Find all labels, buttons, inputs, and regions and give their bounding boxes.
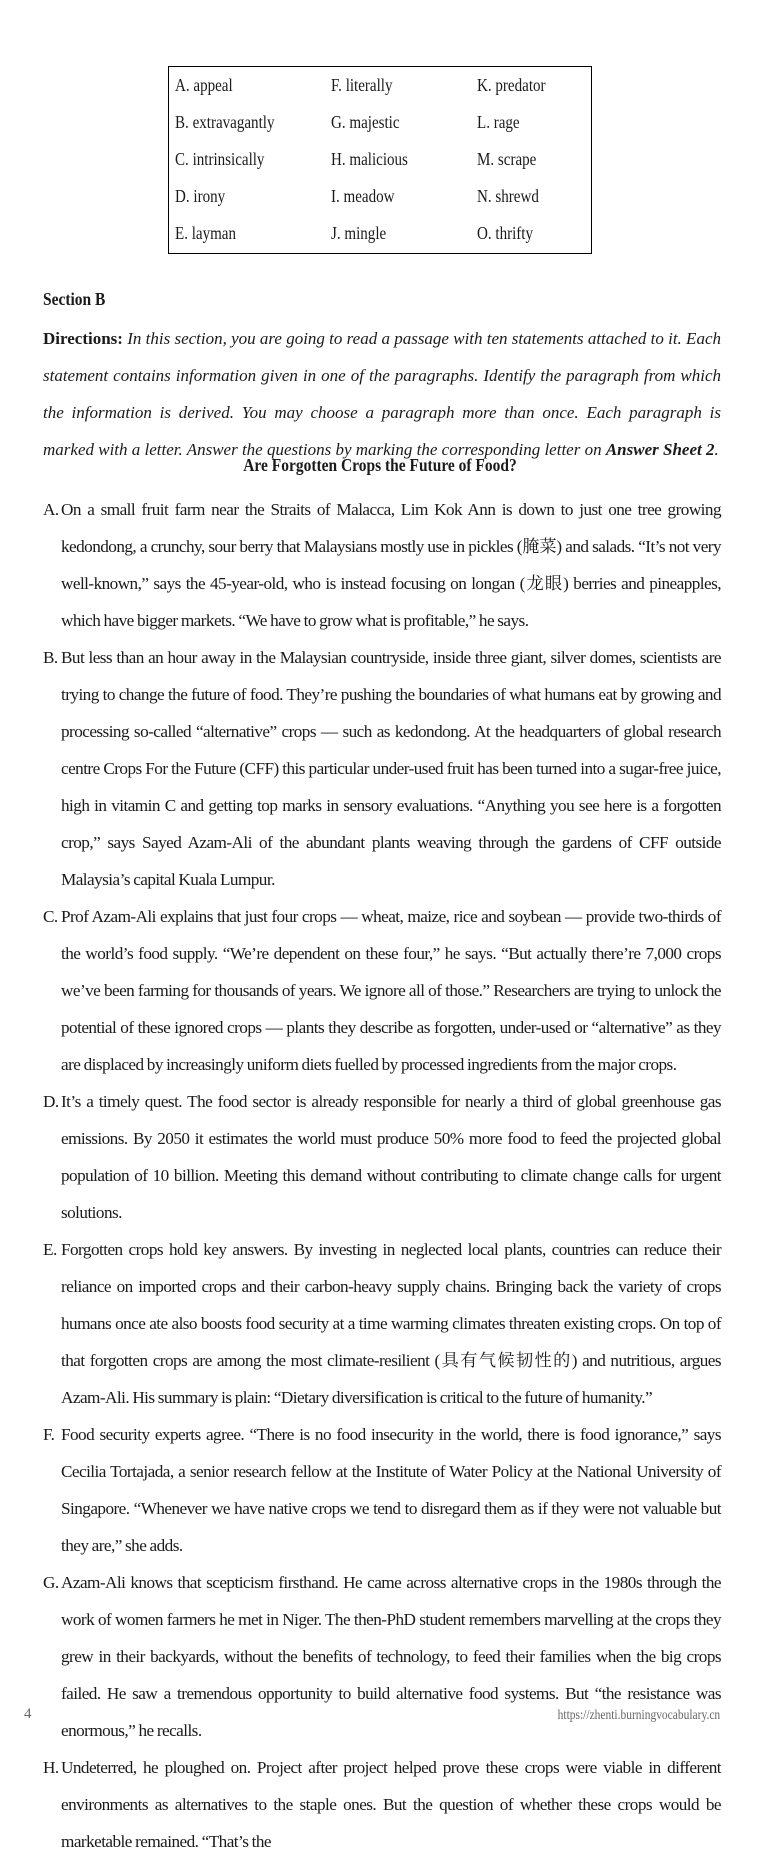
paragraph-b: [43, 639, 721, 898]
paragraph-text: On a small fruit farm near the Straits of Malacca, Lim Kok Ann is down to just one tree growing kedondong, a crunchy, sour berry that Malaysians mostly use in pickles (腌菜) and salads. “It’s not very well-known,” says the 45-year-old, who is instead focusing on longan (龙眼) berries and pineapples, which have bigger markets. “We have to grow what is profitable,” he says.: [61, 500, 721, 630]
word-option: J. mingle: [331, 223, 387, 243]
word-option: C. intrinsically: [175, 149, 265, 169]
paragraph-letter: G.: [43, 1573, 59, 1592]
passage-title: [0, 455, 760, 476]
paragraph-text: Food security experts agree. “There is no food insecurity in the world, there is food ignorance,” says Cecilia Tortajada, a senior research fellow at the Institute of Water Policy at the National University of Singapore. “Whenever we have native crops we tend to disregard them as if they were not valuable but they are,” she adds.: [61, 1425, 721, 1555]
paragraph-letter: C.: [43, 907, 58, 926]
paragraph-letter: B.: [43, 648, 58, 667]
paragraph-text: Azam-Ali knows that scepticism firsthand. He came across alternative crops in the 1980s through the work of women farmers he met in Niger. The then-PhD student remembers marvelling at the crops they grew in their backyards, without the benefits of technology, to feed their families when the big crops failed. He saw a tremendous opportunity to build alternative food systems. But “the resistance was enormous,” he recalls.: [61, 1573, 721, 1740]
paragraph-text: Undeterred, he ploughed on. Project after project helped prove these crops were viable in different environments as alternatives to the staple ones. But the question of whether these crops would be marketable remained. “That’s the: [61, 1758, 721, 1851]
paragraph-letter: A.: [43, 500, 59, 519]
word-option: A. appeal: [175, 75, 233, 95]
word-option: F. literally: [331, 75, 393, 95]
word-option: N. shrewd: [477, 186, 539, 206]
word-option: I. meadow: [331, 186, 395, 206]
paragraph-e: [43, 1231, 721, 1416]
footer-url: https://zhenti.burningvocabulary.cn: [557, 1708, 720, 1723]
word-bank-column-2: [331, 73, 420, 258]
directions-text: In this section, you are going to read a passage with ten statements attached to it. Each statement contains information given in one of the paragraphs. Identify the paragraph from which the information is derived. You may choose a paragraph more than once. Each paragraph is marked with a letter. Answer the questions by marking the corresponding letter on: [43, 329, 721, 459]
section-title: Section B: [43, 289, 106, 309]
paragraph-letter: H.: [43, 1758, 59, 1777]
directions-label: Directions:: [43, 329, 123, 348]
paragraph-letter: E.: [43, 1240, 57, 1259]
passage-title-text: Are Forgotten Crops the Future of Food?: [243, 455, 517, 475]
word-option: E. layman: [175, 223, 237, 243]
word-option: O. thrifty: [477, 223, 534, 243]
word-option: B. extravagantly: [175, 112, 275, 132]
word-option: G. majestic: [331, 112, 400, 132]
paragraph-text: But less than an hour away in the Malaysian countryside, inside three giant, silver domes, scientists are trying to change the future of food. They’re pushing the boundaries of what humans eat by growing and processing so-called “alternative” crops — such as kedondong. At the headquarters of global research centre Crops For the Future (CFF) this particular under-used fruit has been turned into a sugar-free juice, high in vitamin C and getting top marks in sensory evaluations. “Anything you see here is a forgotten crop,” says Sayed Azam-Ali of the abundant plants weaving through the gardens of CFF outside Malaysia’s capital Kuala Lumpur.: [61, 648, 721, 889]
word-option: M. scrape: [477, 149, 537, 169]
paragraph-c: [43, 898, 721, 1083]
word-option: H. malicious: [331, 149, 408, 169]
paragraph-h: [43, 1749, 721, 1860]
paragraph-text: It’s a timely quest. The food sector is already responsible for nearly a third of global greenhouse gas emissions. By 2050 it estimates the world must produce 50% more food to feed the projected global population of 10 billion. Meeting this demand without contributing to climate change calls for urgent solutions.: [61, 1092, 721, 1222]
page-number: 4: [24, 1706, 32, 1722]
word-bank-column-1: [175, 73, 291, 258]
word-option: K. predator: [477, 75, 546, 95]
word-bank-column-3: [477, 73, 557, 258]
word-option: D. irony: [175, 186, 226, 206]
word-bank-table: [168, 66, 592, 254]
paragraph-letter: F.: [43, 1425, 55, 1444]
paragraph-letter: D.: [43, 1092, 59, 1111]
paragraph-text: Forgotten crops hold key answers. By investing in neglected local plants, countries can reduce their reliance on imported crops and their carbon-heavy supply chains. Bringing back the variety of crops humans once ate also boosts food security at a time warming climates threaten existing crops. On top of that forgotten crops are among the most climate-resilient (具有气候韧性的) and nutritious, argues Azam-Ali. His summary is plain: “Dietary diversification is critical to the future of humanity.”: [61, 1240, 721, 1407]
paragraph-text: Prof Azam-Ali explains that just four crops — wheat, maize, rice and soybean — provide two-thirds of the world’s food supply. “We’re dependent on these four,” he says. “But actually there’re 7,000 crops we’ve been farming for thousands of years. We ignore all of those.” Researchers are trying to unlock the potential of these ignored crops — plants they describe as forgotten, under-used or “alternative” as they are displaced by increasingly uniform diets fuelled by processed ingredients from the major crops.: [61, 907, 721, 1074]
directions-end: .: [714, 440, 719, 459]
paragraph-a: [43, 491, 721, 639]
passage-body: [43, 491, 721, 1860]
word-option: L. rage: [477, 112, 520, 132]
paragraph-d: [43, 1083, 721, 1231]
answer-sheet-reference: Answer Sheet 2: [605, 440, 715, 459]
paragraph-f: [43, 1416, 721, 1564]
directions: [43, 320, 721, 468]
